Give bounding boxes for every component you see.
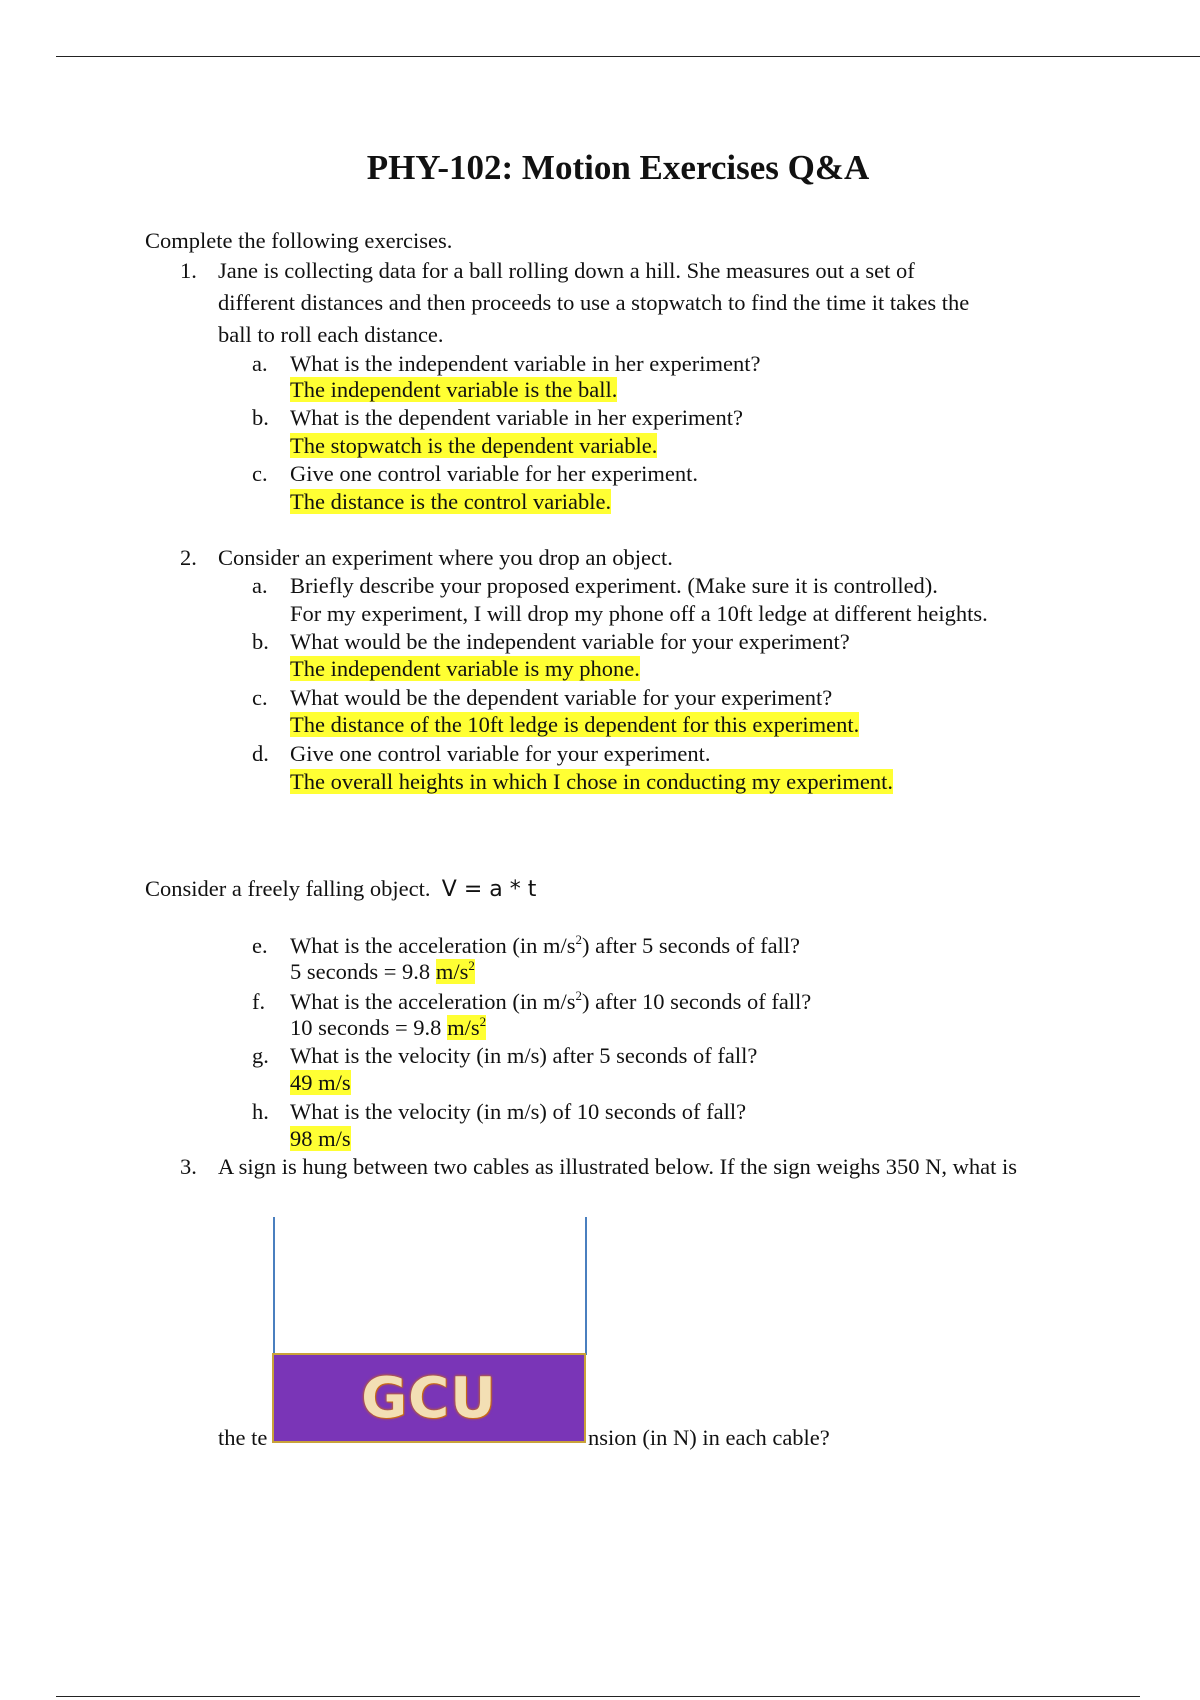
q1b-question: What is the dependent variable in her experiment? xyxy=(290,405,743,430)
q1b-letter: b. xyxy=(252,405,269,430)
q1a-answer xyxy=(290,376,617,404)
right-cable xyxy=(585,1217,587,1355)
q2a-question: Briefly describe your proposed experiment. (Make sure it is controlled). xyxy=(290,573,938,598)
q2b-answer-text: The independent variable is my phone. xyxy=(290,656,640,681)
q2c-answer xyxy=(290,711,859,739)
q1c-letter: c. xyxy=(252,461,268,486)
fg-letter: g. xyxy=(252,1043,269,1068)
q1a-answer-text: The independent variable is the ball. xyxy=(290,377,618,402)
left-cable xyxy=(273,1217,275,1355)
q1-line-3: ball to roll each distance. xyxy=(218,322,444,347)
fe-answer: 5 seconds = 9.8 $m/s^2$ xyxy=(290,958,475,984)
q3-number: 3. xyxy=(180,1154,197,1179)
fh-answer-text: 98 m/s xyxy=(290,1126,351,1151)
fh-letter: h. xyxy=(252,1099,269,1124)
fg-question: What is the velocity (in m/s) after 5 seconds of fall? xyxy=(290,1043,758,1068)
q2c-answer-text: The distance of the 10ft ledge is dependent for this experiment. xyxy=(290,712,860,737)
q3-tail-right: nsion (in N) in each cable? xyxy=(588,1425,830,1450)
q2d-answer xyxy=(290,768,893,796)
fe-question: What is the acceleration (in $m/s^2$) after 5 seconds of fall? xyxy=(290,932,801,958)
velocity-formula: V = a * t xyxy=(441,877,537,902)
q2c-question: What would be the dependent variable for your experiment? xyxy=(290,685,833,710)
ff-answer-unit: $m/s^2$ xyxy=(447,1014,487,1040)
intro-text: Complete the following exercises. xyxy=(145,228,453,253)
sign-text: GCU xyxy=(361,1365,497,1431)
top-rule xyxy=(56,56,1200,57)
q2d-answer-text: The overall heights in which I chose in conducting my experiment. xyxy=(290,769,893,794)
q1-line-2: different distances and then proceeds to use a stopwatch to find the time it takes the xyxy=(218,290,970,315)
q3-text: A sign is hung between two cables as illustrated below. If the sign weighs 350 N, what is xyxy=(218,1154,1018,1179)
fg-answer xyxy=(290,1069,351,1097)
fh-answer xyxy=(290,1125,351,1153)
falling-intro-text: Consider a freely falling object. xyxy=(145,876,431,901)
falling-intro xyxy=(145,875,536,904)
q1a-question: What is the independent variable in her experiment? xyxy=(290,351,761,376)
fg-answer-text: 49 m/s xyxy=(290,1070,351,1095)
gcu-sign xyxy=(272,1353,586,1443)
q2a-letter: a. xyxy=(252,573,268,598)
q1b-answer xyxy=(290,432,657,460)
fe-letter: e. xyxy=(252,933,268,958)
q2c-letter: c. xyxy=(252,685,268,710)
q1c-question: Give one control variable for her experiment. xyxy=(290,461,698,486)
q2a-answer: For my experiment, I will drop my phone off a 10ft ledge at different heights. xyxy=(290,601,988,626)
q2-number: 2. xyxy=(180,545,197,570)
q2d-question: Give one control variable for your experiment. xyxy=(290,741,711,766)
q1c-answer xyxy=(290,488,611,516)
bottom-rule xyxy=(56,1696,1140,1697)
ff-answer: 10 seconds = 9.8 $m/s^2$ xyxy=(290,1014,487,1040)
q1-number: 1. xyxy=(180,258,197,283)
q2-text: Consider an experiment where you drop an object. xyxy=(218,545,673,570)
q3-tail-left: the te xyxy=(218,1425,268,1450)
q1a-letter: a. xyxy=(252,351,268,376)
q2b-answer xyxy=(290,655,640,683)
q1c-answer-text: The distance is the control variable. xyxy=(290,489,612,514)
q1b-answer-text: The stopwatch is the dependent variable. xyxy=(290,433,658,458)
page-title: PHY-102: Motion Exercises Q&A xyxy=(366,148,870,187)
q1-line-1: Jane is collecting data for a ball rolling down a hill. She measures out a set of xyxy=(218,258,915,283)
q2d-letter: d. xyxy=(252,741,269,766)
fh-question: What is the velocity (in m/s) of 10 seconds of fall? xyxy=(290,1099,747,1124)
q2b-question: What would be the independent variable for your experiment? xyxy=(290,629,850,654)
ff-question: What is the acceleration (in $m/s^2$) after 10 seconds of fall? xyxy=(290,988,812,1014)
q2b-letter: b. xyxy=(252,629,269,654)
ff-letter: f. xyxy=(252,989,266,1014)
fe-answer-unit: $m/s^2$ xyxy=(435,958,475,984)
